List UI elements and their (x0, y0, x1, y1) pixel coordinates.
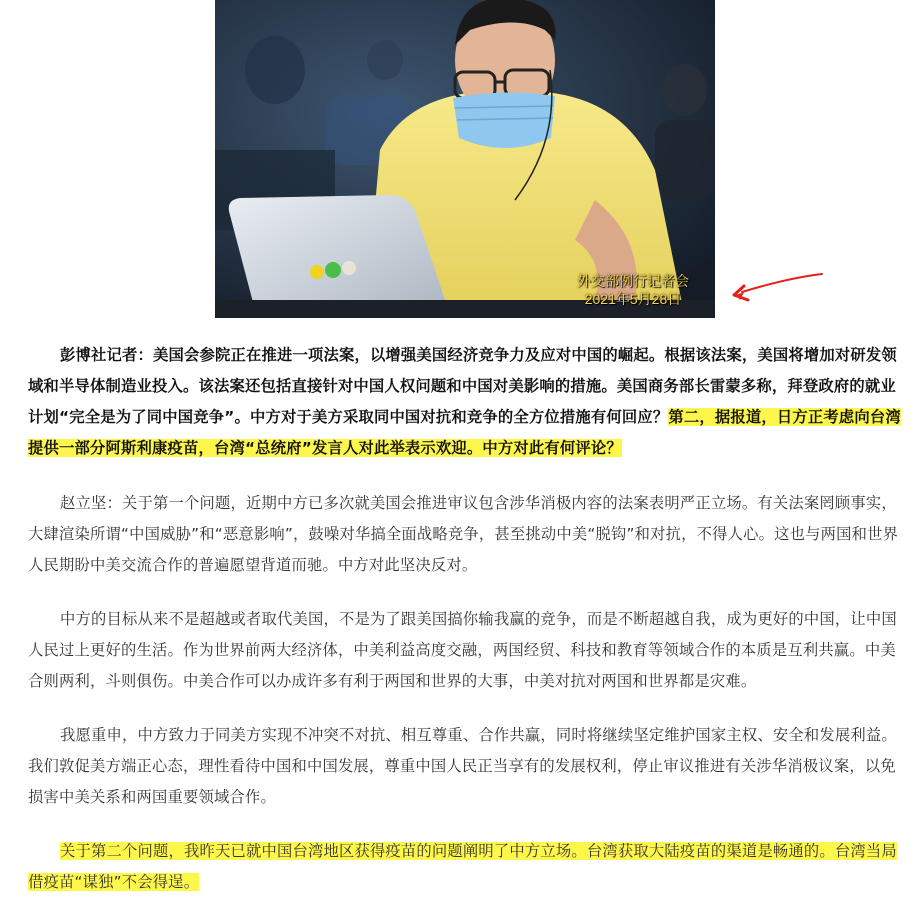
answer-paragraph-2: 中方的目标从来不是超越或者取代美国，不是为了跟美国搞你输我赢的竞争，而是不断超越自我，成为更好的中国，让中国人民过上更好的生活。作为世界前两大经济体，中美利益高度交融，两国经贸、科技和教育等领域合作的本质是互利共赢。中美合则两利，斗则俱伤。中美合作可以办成许多有利于两国和世界的大事，中美对抗对两国和世界都是灾难。 (28, 610, 897, 690)
press-photo (215, 0, 715, 318)
photo-caption (577, 272, 689, 308)
red-arrow-annotation (728, 268, 828, 312)
answer-paragraph-3: 我愿重申，中方致力于同美方实现不冲突不对抗、相互尊重、合作共赢，同时将继续坚定维护国家主权、安全和发展利益。我们敦促美方端正心态，理性看待中国和中国发展，尊重中国人民正当享有的发展权利，停止审议推进有关涉华消极议案，以免损害中美关系和两国重要领域合作。 (28, 726, 897, 806)
question-highlighted-text: 第二，据报道，日方正考虑向台湾提供一部分阿斯利康疫苗，台湾“总统府”发言人对此举表示欢迎。中方对此有何评论？ (28, 408, 901, 457)
answer-paragraph-1: 赵立坚：关于第一个问题，近期中方已多次就美国会推进审议包含涉华消极内容的法案表明严正立场。有关法案罔顾事实，大肆渲染所谓“中国威胁”和“恶意影响”，鼓噪对华搞全面战略竞争，甚至挑动中美“脱钩”和对抗，不得人心。这也与两国和世界人民期盼中美交流合作的普遍愿望背道而驰。中方对此坚决反对。 (28, 494, 899, 574)
photo-illustration (215, 0, 715, 318)
answer-highlighted-text: 关于第二个问题，我昨天已就中国台湾地区获得疫苗的问题阐明了中方立场。台湾获取大陆疫苗的渠道是畅通的。台湾当局借疫苗“谋独”不会得逞。 (28, 842, 897, 891)
caption-title: 外交部例行记者会 (577, 273, 689, 289)
question-text: 彭博社记者：美国会参院正在推进一项法案，以增强美国经济竞争力及应对中国的崛起。根据该法案，美国将增加对研发领域和半导体制造业投入。该法案还包括直接针对中国人权问题和中国对美影响的措施。美国商务部长雷蒙多称，拜登政府的就业计划“完全是为了同中国竞争”。中方对于美方采取同中国对抗和竞争的全方位措施有何回应？ (28, 346, 897, 426)
caption-date: 2021年5月28日 (584, 291, 682, 307)
question-paragraph (28, 340, 904, 464)
answer-paragraph-4 (28, 836, 904, 898)
